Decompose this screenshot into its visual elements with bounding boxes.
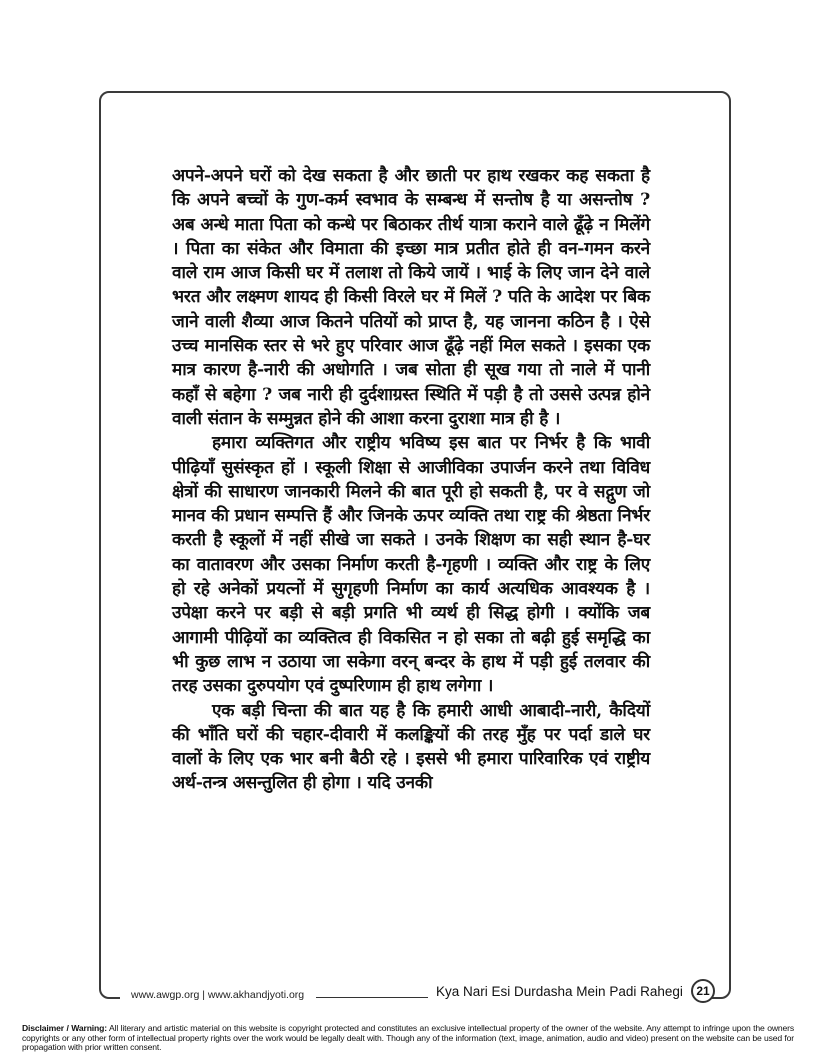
paragraph-1: अपने-अपने घरों को देख सकता है और छाती पर हाथ रखकर कह सकता है कि अपने बच्चों के गुण-कर्म स्वभाव के सम्बन्ध में सन्तोष है या असन्तोष ? अब अन्धे माता पिता को कन्धे पर बिठाकर तीर्थ यात्रा कराने वाले ढूँढ़े न मिलेंगे । पिता का संकेत और विमाता की इच्छा मात्र प्रतीत होते ही वन-गमन करने वाले राम आज किसी घर में तलाश तो किये जायें । भाई के लिए जान देने वाले भरत और लक्ष्मण शायद ही किसी विरले घर में मिलें ? पति के आदेश पर बिक जाने वाली शैव्या आज कितने पतियों को प्राप्त है, यह जानना कठिन है । ऐसे उच्च मानसिक स्तर से भरे हुए परिवार आज ढूँढ़े नहीं मिल सकते । इसका एक मात्र कारण है-नारी की अधोगति । जब सोता ही सूख गया तो नाले में पानी कहाँ से बहेगा ? जब नारी ही दुर्दशाग्रस्त स्थिति में पड़ी है तो उससे उत्पन्न होने वाली संतान के सम्मुन्नत होने की आशा करना दुराशा मात्र ही है । bbox=[172, 166, 650, 429]
paragraph-3: एक बड़ी चिन्ता की बात यह है कि हमारी आधी आबादी-नारी, कैदियों की भाँति घरों की चहार-दीवारी में कलङ्कियों की तरह मुँह पर पर्दा डाले घर वालों के लिए एक भार बनी बैठी रहे । इससे भी हमारा पारिवारिक एवं राष्ट्रीय अर्थ-तन्त्र असन्तुलित ही होगा । यदि उनकी bbox=[172, 700, 650, 794]
paragraph-2: हमारा व्यक्तिगत और राष्ट्रीय भविष्य इस बात पर निर्भर है कि भावी पीढ़ियाँ सुसंस्कृत हों । स्कूली शिक्षा से आजीविका उपार्जन करने तथा विविध क्षेत्रों की साधारण जानकारी मिलने की बात पूरी हो सकती है, पर वे सद्गुण जो मानव की प्रधान सम्पत्ति हैं और जिनके ऊपर व्यक्ति तथा राष्ट्र की श्रेष्ठता निर्भर करती है स्कूलों में नहीं सीखे जा सकते । उनके शिक्षण का सही स्थान है-घर का वातावरण और उसका निर्माण करती है-गृहणी । व्यक्ति और राष्ट्र के लिए हो रहे अनेकों प्रयत्नों में सुगृहणी निर्माण का कार्य अत्यधिक आवश्यक है । उपेक्षा करने पर बड़ी से बड़ी प्रगति भी व्यर्थ ही सिद्ध होगी । क्योंकि जब आगामी पीढ़ियों का व्यक्तित्व ही विकसित न हो सका तो बढ़ी हुई समृद्धि का भी कुछ लाभ न उठाया जा सकेगा वरन् बन्दर के हाथ में पड़ी हुई तलवार की तरह उसका दुरुपयोग एवं दुष्परिणाम ही हाथ लगेगा । bbox=[172, 433, 650, 697]
page-number: 21 bbox=[691, 979, 715, 1003]
disclaimer-text: All literary and artistic material on this website is copyright protected and constitutes an exclusive intellectual property of the owner of the website. Any attempt to infringe upon the owners copyrights or any other form of intellectual property rights over the work would be legally dealt with. Though any of the information (text, image, animation, audio and video) present on the website can be used for propagation with prior written consent. bbox=[22, 1024, 794, 1053]
body-text bbox=[172, 164, 650, 796]
footer-websites: www.awgp.org | www.akhandjyoti.org bbox=[131, 989, 305, 1001]
disclaimer bbox=[22, 1024, 794, 1056]
footer-book-title: Kya Nari Esi Durdasha Mein Padi Rahegi bbox=[436, 984, 683, 999]
footer-divider bbox=[316, 997, 428, 998]
disclaimer-label: Disclaimer / Warning: bbox=[22, 1024, 107, 1033]
